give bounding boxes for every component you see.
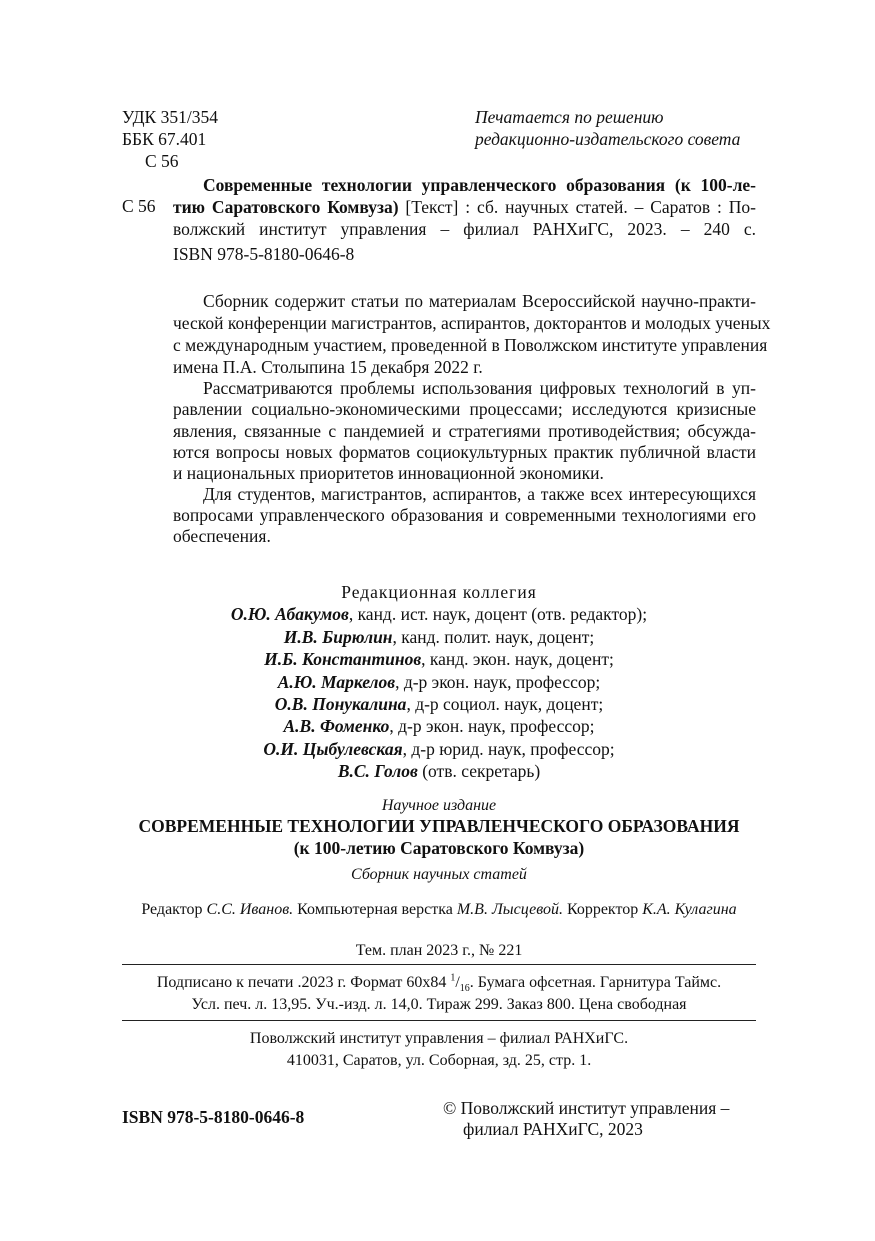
imprint-title: СОВРЕМЕННЫЕ ТЕХНОЛОГИИ УПРАВЛЕНЧЕСКОГО ОБРАЗОВАНИЯ (138, 816, 740, 836)
bib-title-line2 (173, 197, 756, 218)
publication-type: Научное издание (381, 797, 497, 814)
editor-label: Редактор (141, 901, 207, 918)
member-name: О.И. Цыбулевская (263, 739, 403, 759)
bib-title-line3: волжский институт управления – филиал РАНХиГС, 2023. – 240 с. (173, 219, 756, 239)
board-heading: Редакционная коллегия (341, 582, 537, 602)
member-name: О.В. Понукалина (274, 694, 407, 714)
author-mark: С 56 (145, 151, 179, 171)
corrector-name: К.А. Кулагина (642, 901, 737, 918)
signed-post: . Бумага офсетная. Гарнитура Таймс. (469, 974, 722, 991)
bib-title-rest: [Текст] : сб. научных статей. – Саратов : По- (398, 197, 757, 217)
abstract-p1-l3: с международным участием, проведенной в Поволжском институте управления (173, 335, 768, 355)
board-member (122, 739, 756, 760)
member-role: , д-р экон. наук, профессор; (389, 716, 595, 736)
copyright-line2: филиал РАНХиГС, 2023 (463, 1119, 643, 1139)
abstract-p3-l3: обеспечения. (173, 526, 271, 546)
member-role: , канд. экон. наук, доцент; (421, 649, 614, 669)
layout-label: Компьютерная верстка (293, 901, 457, 918)
board-member (122, 627, 756, 648)
abstract-p2-l2: равлении социально-экономическими процессами; исследуются кризисные (173, 399, 756, 419)
member-name: И.Б. Константинов (264, 649, 422, 669)
member-name: В.С. Голов (337, 761, 418, 781)
format-sub: 16 (459, 983, 470, 995)
abstract-p2-l3: явления, связанные с пандемией и стратегиями противодействия; обсужда- (173, 421, 756, 441)
bib-title-line1: Современные технологии управленческого образования (к 100-ле- (203, 175, 756, 195)
layout-name: М.В. Лысцевой. (456, 901, 563, 918)
signed-line (110, 972, 768, 993)
editor-name: С.С. Иванов. (206, 901, 294, 918)
print-note-line1: Печатается по решению (475, 107, 664, 127)
member-role: , канд. полит. наук, доцент; (392, 627, 595, 647)
bbk-code: ББК 67.401 (122, 129, 207, 149)
udk-code: УДК 351/354 (122, 107, 218, 127)
abstract-p1-l2: ческой конференции магистрантов, аспирантов, докторантов и молодых ученых (173, 313, 771, 333)
member-role: , д-р экон. наук, профессор; (395, 672, 601, 692)
publisher-line1: Поволжский институт управления – филиал РАНХиГС. (249, 1030, 629, 1047)
copyright-line1: © Поволжский институт управления – (443, 1098, 730, 1118)
bib-title-bold: тию Саратовского Комвуза) (173, 197, 399, 217)
corrector-label: Корректор (562, 901, 643, 918)
thematic-plan: Тем. план 2023 г., № 221 (355, 942, 523, 959)
abstract-p2-l1: Рассматриваются проблемы использования цифровых технологий в уп- (203, 378, 756, 398)
format-sup: 1 (450, 972, 456, 984)
abstract-p1-l4: имена П.А. Столыпина 15 декабря 2022 г. (173, 357, 483, 377)
collection-kind: Сборник научных статей (351, 866, 527, 883)
board-member (122, 604, 756, 625)
abstract-p2-l5: и национальных приоритетов инновационной экономики. (173, 463, 604, 483)
member-name: А.В. Фоменко (283, 716, 390, 736)
bib-isbn: ISBN 978-5-8180-0646-8 (173, 244, 355, 264)
imprint-subtitle: (к 100-летию Саратовского Комвуза) (293, 838, 585, 858)
signed-pre: Подписано к печати .2023 г. Формат 60х84 (156, 974, 451, 991)
member-role: , д-р социол. наук, доцент; (406, 694, 604, 714)
bib-mark: С 56 (122, 196, 156, 216)
board-member (122, 672, 756, 693)
board-member (122, 649, 756, 670)
print-note-line2: редакционно-издательского совета (475, 129, 741, 149)
board-member (122, 761, 756, 782)
footer-isbn: ISBN 978-5-8180-0646-8 (122, 1107, 305, 1127)
board-member (122, 694, 756, 715)
member-role: (отв. секретарь) (417, 761, 541, 781)
print-stats: Усл. печ. л. 13,95. Уч.-изд. л. 14,0. Тираж 299. Заказ 800. Цена свободная (191, 996, 687, 1013)
board-member (122, 716, 756, 737)
abstract-p3-l2: вопросами управленческого образования и современными технологиями его (173, 505, 756, 525)
member-role: , канд. ист. наук, доцент (отв. редактор); (348, 604, 648, 624)
format-slash: / (455, 974, 460, 991)
member-name: И.В. Бирюлин (283, 627, 393, 647)
member-name: О.Ю. Абакумов (230, 604, 349, 624)
abstract-p1-l1: Сборник содержит статьи по материалам Всероссийской научно-практи- (203, 291, 756, 311)
divider-bottom (122, 1020, 756, 1021)
member-name: А.Ю. Маркелов (277, 672, 396, 692)
member-role: , д-р юрид. наук, профессор; (402, 739, 615, 759)
abstract-p2-l4: ются вопросы новых форматов социокультурных практик публичной власти (173, 442, 756, 462)
divider-top (122, 964, 756, 965)
abstract-p3-l1: Для студентов, магистрантов, аспирантов, а также всех интересующихся (203, 484, 756, 504)
credits-line (110, 899, 768, 920)
publisher-line2: 410031, Саратов, ул. Соборная, зд. 25, стр. 1. (286, 1052, 592, 1069)
